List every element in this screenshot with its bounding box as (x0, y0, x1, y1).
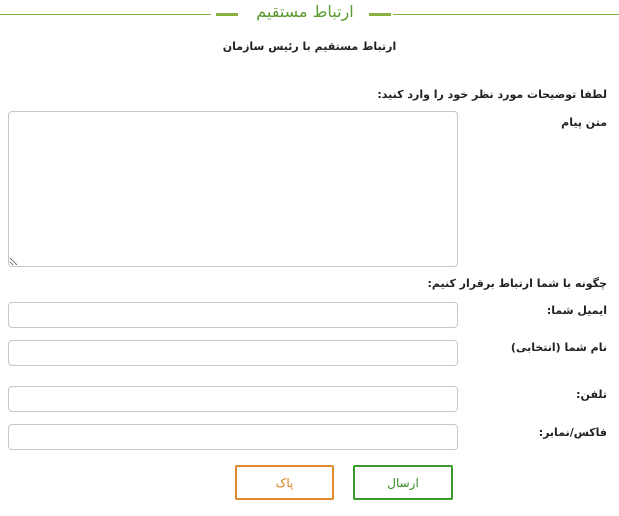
page-subtitle: ارتباط مستقیم با رئیس سازمان (222, 40, 397, 53)
title-line-left (0, 14, 211, 15)
phone-field[interactable] (8, 386, 458, 412)
fax-field[interactable] (8, 424, 458, 450)
contact-section-label: چگونه با شما ارتباط برقرار کنیم: (427, 277, 607, 290)
message-label: متن پیام (561, 116, 607, 129)
email-field[interactable] (8, 302, 458, 328)
name-label: نام شما (انتخابی) (510, 341, 607, 354)
title-dash-right (369, 13, 391, 16)
name-field[interactable] (8, 340, 458, 366)
title-line-right (393, 14, 619, 15)
title-dash-left (216, 13, 238, 16)
phone-label: تلفن: (576, 388, 607, 401)
fax-label: فاکس/نمابر: (538, 426, 607, 439)
email-label: ایمیل شما: (546, 304, 607, 317)
page-title: ارتباط مستقیم (256, 2, 354, 21)
message-textarea[interactable] (8, 111, 458, 267)
send-button[interactable]: ارسال (353, 465, 453, 500)
comments-section-label: لطفا توضیحات مورد نظر خود را وارد کنید: (377, 88, 607, 101)
clear-button[interactable]: پاک (235, 465, 334, 500)
